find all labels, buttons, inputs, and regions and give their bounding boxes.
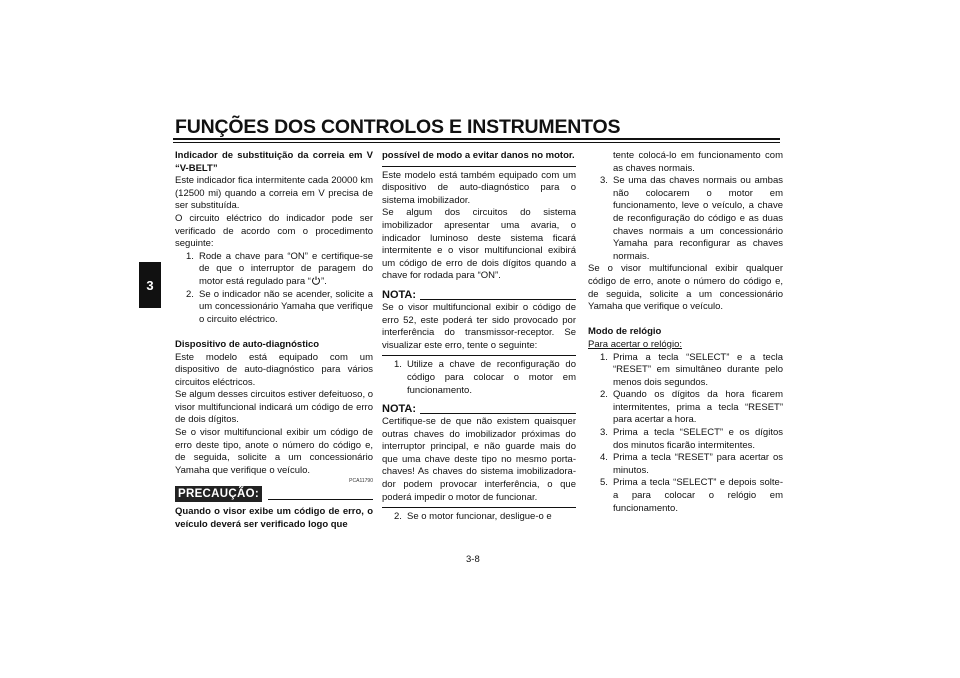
v-belt-heading: Indicador de substituição da correia em V “V-BELT” — [175, 150, 373, 174]
list-number: 2. — [394, 511, 402, 523]
clock-set-subheading: Para acertar o relógio: — [588, 338, 682, 350]
list-number: 1. — [600, 351, 608, 363]
paragraph: Se algum dos circuitos do sistema imobilizador apresentar uma avaria, o indicador luminoso deste sistema ficará intermitente e o visor multifuncional exibirá um código de erro de dois dígitos quando a chave for rodada para “ON”. — [382, 207, 576, 282]
list-number: 1. — [394, 359, 402, 371]
list-text — [199, 251, 373, 289]
caution-text-continued: possível de modo a evitar danos no motor. — [382, 150, 575, 161]
note-label: NOTA: — [382, 403, 417, 416]
caution-rule — [268, 499, 373, 500]
page-number: 3-8 — [466, 554, 480, 565]
list-text: Prima a tecla “SELECT” e os dígitos dos minutos ficarão intermitentes. — [613, 427, 783, 451]
list-number: 1. — [186, 250, 194, 262]
list-text: Se o motor funcionar, desligue-o e — [407, 511, 552, 523]
list-number: 2. — [186, 288, 194, 300]
list-text: Se uma das chaves normais ou ambas não colocarem o motor em funcionamento, leve o veículo, a chave de reconfiguração do código e as duas chaves normais a um concessionário Yamaha para reconfigurar as chaves normais. — [613, 175, 783, 262]
note-rule — [420, 299, 576, 300]
list-text: Prima a tecla “RESET” para acertar os minutos. — [613, 452, 783, 476]
self-diagnosis-heading: Dispositivo de auto-diagnóstico — [175, 338, 320, 350]
caution-label: PRECAUÇÃO: — [175, 486, 262, 502]
header-rule-thin — [173, 142, 780, 143]
list-text: Se o indicador não se acender, solicite a um concessionário Yamaha que verifique o circuito eléctrico. — [199, 288, 373, 325]
caution-header — [175, 486, 373, 502]
list-number: 2. — [600, 389, 608, 401]
list-item — [175, 289, 373, 327]
paragraph: Este indicador fica intermitente cada 20000 km (12500 mi) quando a correia em V precisa de ser substituída. — [175, 175, 373, 212]
column-2 — [382, 150, 576, 524]
list-item — [588, 477, 783, 515]
paragraph: Se o visor multifuncional exibir qualquer código de erro, anote o número do código e, de seguida, solicite a um concessionário Yamaha que verifique o veículo. — [588, 263, 783, 313]
list-text: Prima a tecla “SELECT” e a tecla “RESET” em simultâneo durante pelo menos dois segundos. — [613, 351, 783, 388]
note-end-rule — [382, 355, 576, 356]
list-number: 4. — [600, 452, 608, 464]
list-item — [588, 389, 783, 427]
list-text-part: ”. — [320, 275, 327, 287]
list-text: Prima a tecla “SELECT” e depois solte-a para colocar o relógio em funcionamento. — [613, 477, 783, 514]
header-rule — [173, 138, 780, 140]
list-text-part: Rode a chave para “ON” e certifique-se de que o interruptor de paragem do motor está regulado para “ — [199, 250, 373, 287]
clock-mode-heading: Modo de relógio — [588, 326, 662, 338]
paragraph: Este modelo está equipado com um dispositivo de auto-diagnóstico para vários circuitos eléctricos. — [175, 351, 373, 388]
note-rule — [420, 413, 576, 414]
reference-code: PCA11790 — [349, 478, 373, 485]
list-item — [588, 452, 783, 477]
list-item — [175, 251, 373, 289]
caution-text: Quando o visor exibe um código de erro, o veículo deverá ser verificado logo que — [175, 506, 373, 531]
note-header — [382, 403, 576, 416]
note-text: Se o visor multifuncional exibir o código de erro 52, este poderá ter sido provocado por interferência do transmissor-receptor. Se visualizar este erro, tente o seguinte: — [382, 301, 576, 351]
list-number: 5. — [600, 477, 608, 489]
list-item — [382, 359, 576, 397]
paragraph: Se o visor multifuncional exibir um código de erro deste tipo, anote o número do código e, de seguida, solicite a um concessionário Yamaha que verifique o veículo. — [175, 427, 373, 476]
list-item — [588, 427, 783, 452]
list-number: 3. — [600, 427, 608, 439]
column-3 — [588, 150, 783, 515]
list-item-continued — [588, 150, 783, 175]
list-text: Utilize a chave de reconfiguração do código para colocar o motor em funcionamento. — [407, 359, 576, 396]
list-number: 3. — [600, 175, 608, 187]
list-text: Quando os dígitos da hora ficarem intermitentes, prima a tecla “RESET” para acertar a hora. — [613, 389, 783, 426]
page-title: FUNÇÕES DOS CONTROLOS E INSTRUMENTOS — [175, 116, 621, 138]
list-item — [588, 175, 783, 263]
list-text: tente colocá-lo em funcionamento com as chaves normais. — [613, 150, 783, 174]
note-header — [382, 289, 576, 302]
list-number-spacer — [600, 150, 613, 175]
caution-end-rule — [382, 166, 576, 167]
note-end-rule — [382, 507, 576, 508]
note-text: Certifique-se de que não existem quaisquer outras chaves do imobilizador próximas do interruptor principal, e não guarde mais do que uma chave deste tipo no mesmo porta-chaves! As chaves do sistema imobilizadora- dor podem provocar interferência, o que poderá impedir o motor de funcionar. — [382, 416, 576, 503]
list-item — [588, 352, 783, 390]
paragraph: Se algum desses circuitos estiver defeituoso, o visor multifuncional indicará um código de erro de dois dígitos. — [175, 389, 374, 426]
paragraph: Este modelo está também equipado com um dispositivo de auto-diagnóstico para o sistema imobilizador. — [382, 169, 576, 206]
chapter-tab: 3 — [139, 262, 161, 308]
engine-stop-run-icon — [311, 276, 321, 286]
paragraph: O circuito eléctrico do indicador pode ser verificado de acordo com o procedimento seguinte: — [175, 212, 373, 250]
column-1 — [175, 150, 373, 532]
note-label: NOTA: — [382, 288, 417, 301]
list-item — [382, 511, 576, 524]
